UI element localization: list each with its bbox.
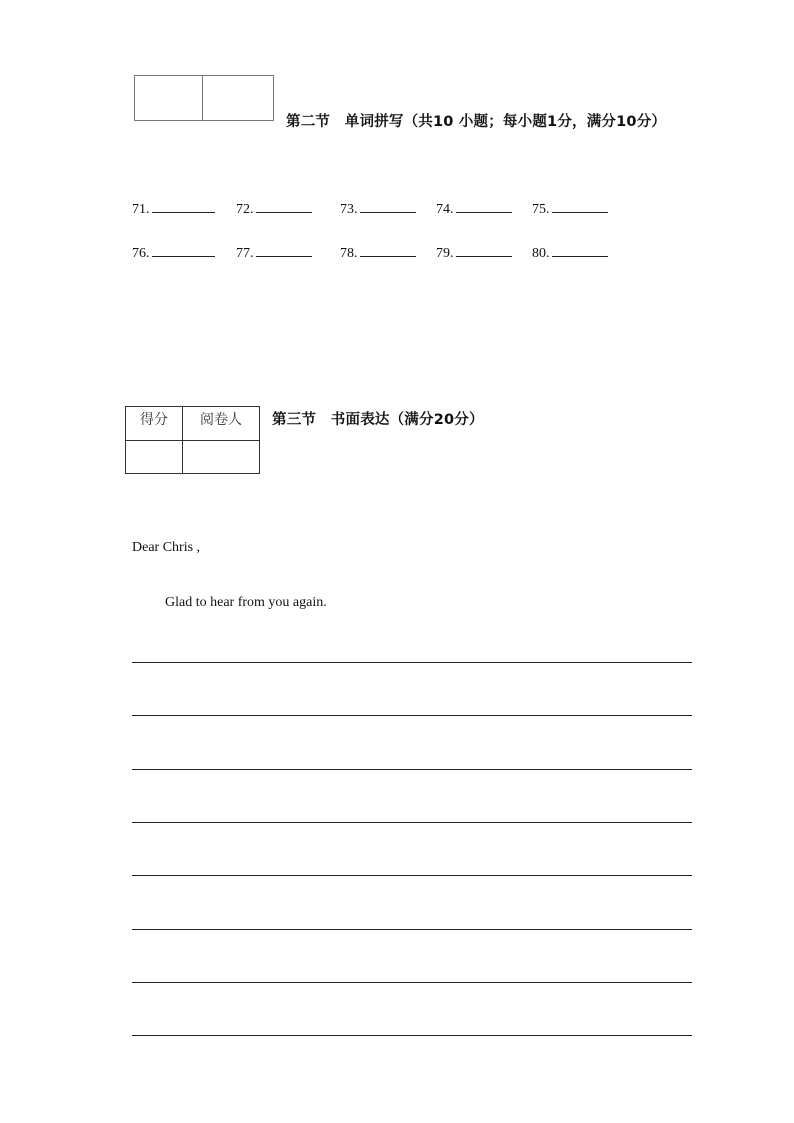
- writing-line-7[interactable]: [132, 982, 692, 983]
- blank-number: 77.: [236, 246, 254, 261]
- writing-line-4[interactable]: [132, 822, 692, 823]
- section2-score-box: [134, 75, 274, 121]
- writing-line-5[interactable]: [132, 875, 692, 876]
- blank-number: 80.: [532, 246, 550, 261]
- reviewer-label: 阅卷人: [200, 412, 242, 428]
- blank-77[interactable]: [236, 242, 312, 262]
- blank-74[interactable]: [436, 198, 512, 218]
- blank-75[interactable]: [532, 198, 608, 218]
- blank-number: 76.: [132, 246, 150, 261]
- blank-number: 79.: [436, 246, 454, 261]
- reviewer-input-cell[interactable]: [183, 441, 259, 473]
- section2-title: 第二节 单词拼写（共10 小题；每小题1分，满分10分）: [286, 114, 667, 130]
- section3-title: 第三节 书面表达（满分20分）: [272, 412, 484, 428]
- writing-line-8[interactable]: [132, 1035, 692, 1036]
- score-box-divider: [202, 76, 203, 120]
- blank-number: 72.: [236, 202, 254, 217]
- blank-76[interactable]: [132, 242, 215, 262]
- writing-line-1[interactable]: [132, 662, 692, 663]
- blank-72[interactable]: [236, 198, 312, 218]
- blank-number: 75.: [532, 202, 550, 217]
- score-label: 得分: [140, 412, 168, 428]
- blank-number: 71.: [132, 202, 150, 217]
- writing-line-3[interactable]: [132, 769, 692, 770]
- blank-80[interactable]: [532, 242, 608, 262]
- blank-78[interactable]: [340, 242, 416, 262]
- letter-opening: Glad to hear from you again.: [165, 595, 327, 610]
- blank-number: 74.: [436, 202, 454, 217]
- blank-73[interactable]: [340, 198, 416, 218]
- blank-79[interactable]: [436, 242, 512, 262]
- score-input-cell[interactable]: [126, 441, 182, 473]
- letter-greeting: Dear Chris ,: [132, 540, 201, 555]
- blank-number: 73.: [340, 202, 358, 217]
- section3-score-table: [125, 406, 260, 474]
- writing-line-6[interactable]: [132, 929, 692, 930]
- blank-number: 78.: [340, 246, 358, 261]
- blank-71[interactable]: [132, 198, 215, 218]
- writing-line-2[interactable]: [132, 715, 692, 716]
